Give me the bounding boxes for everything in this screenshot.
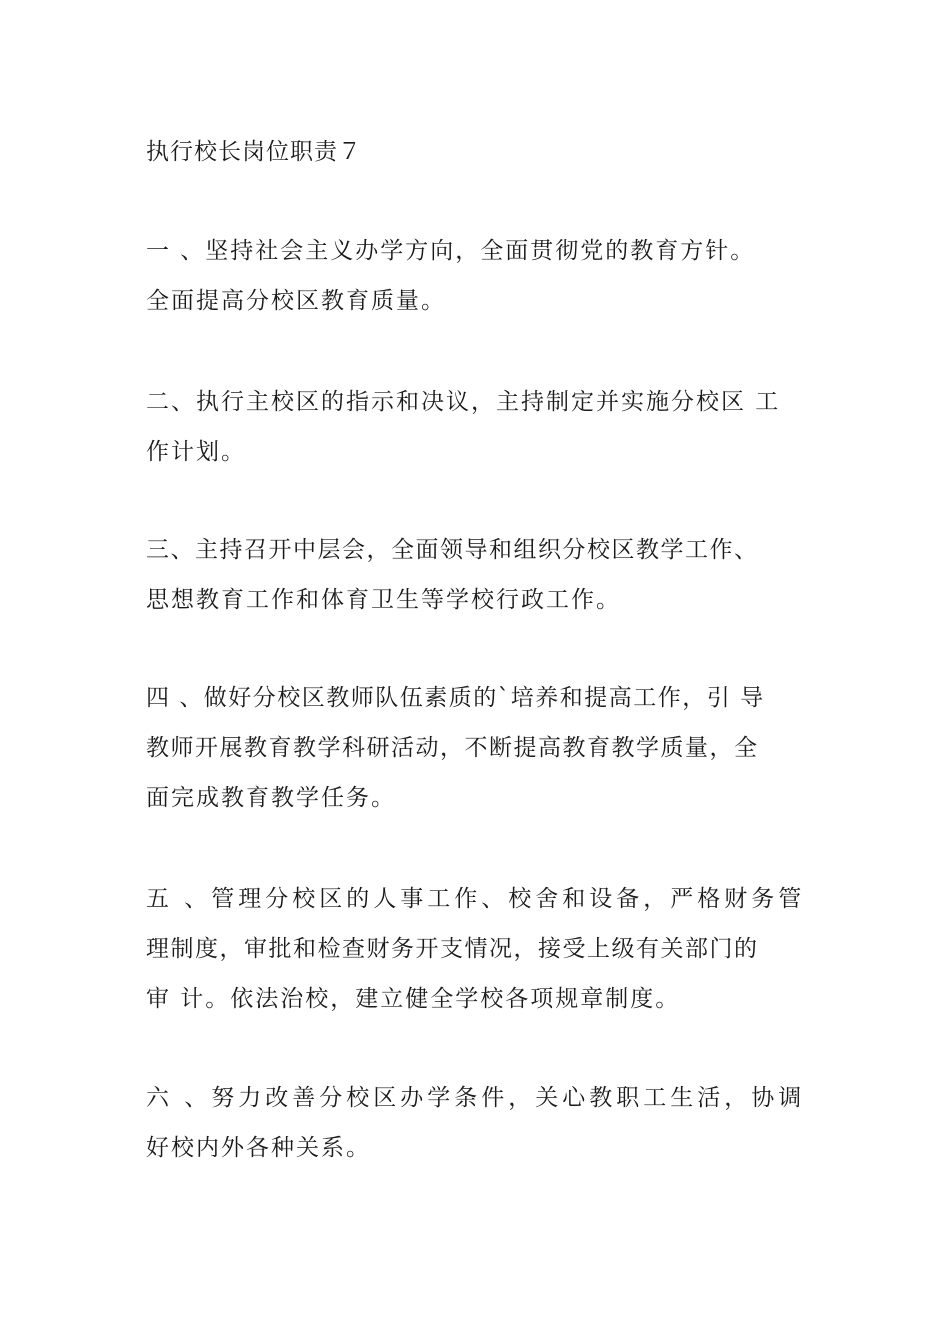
paragraph-6 — [146, 1073, 811, 1173]
paragraph-line: 作计划。 — [146, 439, 246, 465]
paragraph-3 — [146, 525, 811, 625]
paragraph-line: 四 、做好分校区教师队伍素质的`培养和提高工作，引 导 — [146, 685, 765, 711]
paragraph-line: 五 、管理分校区的人事工作、校舍和设备，严格财务管 — [146, 886, 806, 912]
paragraph-line: 面完成教育教学任务。 — [146, 785, 396, 811]
paragraph-line: 三、主持召开中层会，全面领导和组织分校区教学工作、 — [146, 537, 759, 563]
paragraph-line: 全面提高分校区教育质量。 — [146, 288, 446, 314]
paragraph-1 — [146, 226, 811, 326]
paragraph-line: 审 计。依法治校，建立健全学校各项规章制度。 — [146, 986, 681, 1012]
paragraph-line: 六 、努力改善分校区办学条件，关心教职工生活，协调 — [146, 1085, 806, 1111]
paragraph-line: 一 、坚持社会主义办学方向，全面贯彻党的教育方针。 — [146, 238, 756, 264]
paragraph-5 — [146, 874, 811, 1024]
paragraph-line: 理制度，审批和检查财务开支情况，接受上级有关部门的 — [146, 936, 759, 962]
document-title: 执行校长岗位职责７ — [146, 139, 362, 165]
paragraph-line: 教师开展教育教学科研活动，不断提高教育教学质量，全 — [146, 735, 759, 761]
paragraph-line: 思想教育工作和体育卫生等学校行政工作。 — [146, 587, 621, 613]
paragraph-line: 二、执行主校区的指示和决议，主持制定并实施分校区 工 — [146, 389, 781, 415]
paragraph-2 — [146, 377, 811, 477]
paragraph-line: 好校内外各种关系。 — [146, 1135, 371, 1161]
paragraph-4 — [146, 673, 811, 823]
